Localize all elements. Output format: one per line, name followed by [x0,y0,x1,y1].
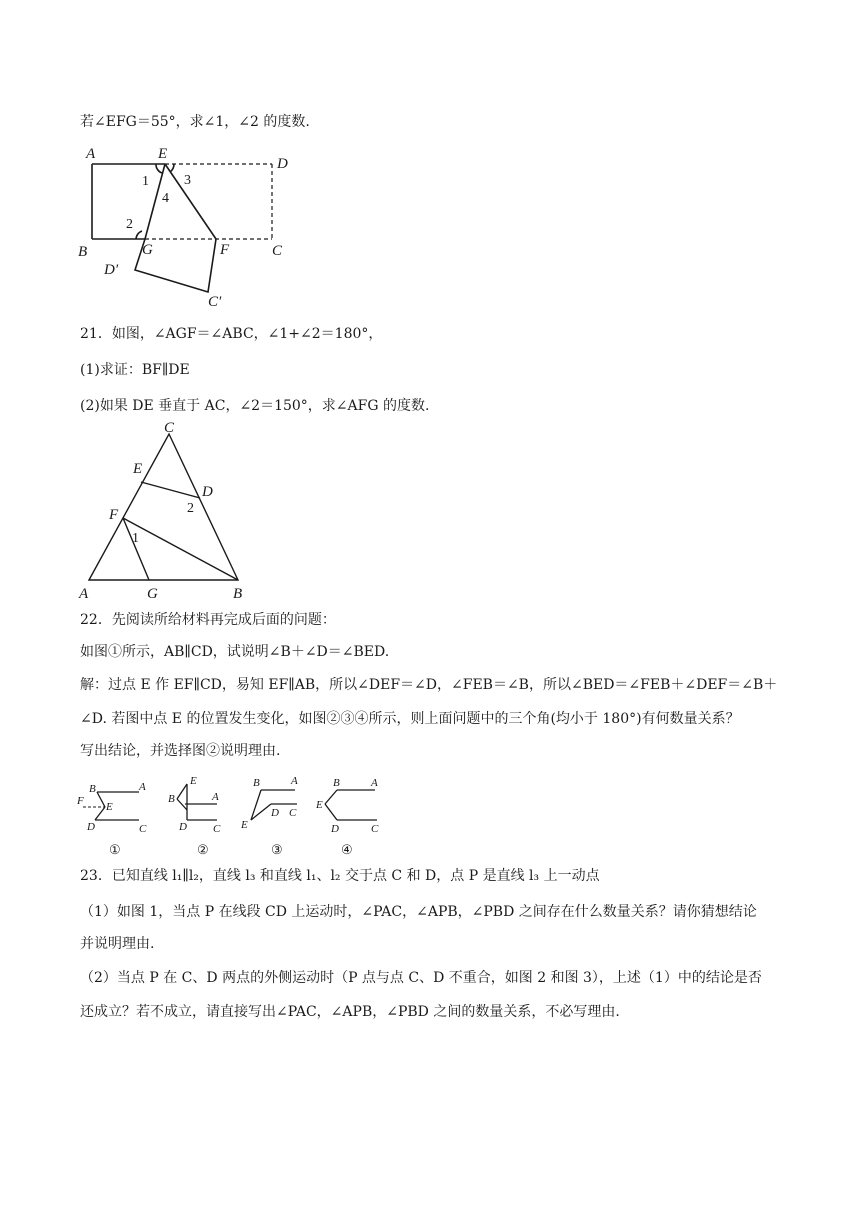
angle-1: 1 [142,174,149,189]
label-F: F [220,242,230,258]
q22-title: 22．先阅读所给材料再完成后面的问题： [80,612,336,628]
svg-text:D: D [331,823,339,835]
svg-text:B: B [253,777,260,789]
label-G: G [142,242,153,258]
svg-text:C: C [289,807,297,819]
label-E: E [133,461,143,477]
label-C: C [164,420,175,436]
label-F: F [109,507,119,523]
figure-q22-4 [315,777,379,857]
q20-condition: 若∠EFG＝55°，求∠1，∠2 的度数. [80,114,310,130]
svg-text:①: ① [109,842,121,857]
figure-q22-1 [76,781,147,857]
q23-part2b: 还成立？若不成立，请直接写出∠PAC，∠APB，∠PBD 之间的数量关系，不必写理由. [80,1004,620,1020]
q21-part1: (1)求证：BF∥DE [80,362,190,378]
svg-text:B: B [333,777,340,789]
angle-2: 2 [187,501,194,516]
q21-part2: (2)如果 DE 垂直于 AC，∠2＝150°，求∠AFG 的度数. [80,398,430,414]
q22-line4: 写出结论，并选择图②说明理由. [80,743,281,759]
svg-text:E: E [190,775,197,787]
label-D-prime: D′ [104,262,119,278]
figure-q22-3 [240,775,298,857]
svg-text:E: E [106,801,113,813]
label-C-prime: C′ [208,294,222,310]
svg-text:④: ④ [341,842,353,857]
label-A: A [79,586,89,602]
svg-text:D: D [87,821,95,833]
figure-q20 [70,142,310,312]
svg-text:C: C [371,823,379,835]
label-D: D [277,156,288,172]
svg-text:A: A [291,775,298,787]
svg-text:D: D [179,821,187,833]
svg-text:E: E [316,799,323,811]
svg-text:E: E [241,819,248,831]
svg-text:B: B [89,783,96,795]
angle-2: 2 [126,217,133,232]
label-G: G [147,586,158,602]
label-B: B [78,244,88,260]
angle-1: 1 [132,531,139,546]
svg-text:C: C [213,823,221,835]
label-D: D [202,484,213,500]
q23-part1a: （1）如图 1，当点 P 在线段 CD 上运动时，∠PAC，∠APB，∠PBD 之间存在什么数量关系？请你猜想结论 [80,904,757,920]
angle-4: 4 [162,191,169,206]
q22-line1: 如图①所示，AB∥CD，试说明∠B＋∠D＝∠BED. [80,644,390,660]
svg-text:②: ② [197,842,209,857]
q23-part2a: （2）当点 P 在 C、D 两点的外侧运动时（P 点与点 C、D 不重合，如图 2 和图 3），上述（1）中的结论是否 [80,970,762,986]
svg-text:A: A [139,781,146,793]
q23-part1b: 并说明理由. [80,936,155,952]
q22-line3: ∠D. 若图中点 E 的位置发生变化，如图②③④所示，则上面问题中的三个角(均小于 180°)有何数量关系？ [80,711,740,727]
svg-text:D: D [271,807,279,819]
angle-3: 3 [184,173,191,188]
figure-q22 [75,770,395,860]
label-C: C [272,243,283,259]
q23-title: 23．已知直线 l₁∥l₂，直线 l₃ 和直线 l₁、l₂ 交于点 C 和 D，点 P 是直线 l₃ 上一动点 [80,868,600,884]
label-A: A [86,146,96,162]
svg-text:A: A [371,777,378,789]
figure-q21 [75,418,265,603]
svg-text:A: A [212,791,219,803]
q22-line2: 解：过点 E 作 EF∥CD，易知 EF∥AB，所以∠DEF＝∠D，∠FEB＝∠B，所以∠BED＝∠FEB＋∠DEF＝∠B＋ [80,677,778,693]
svg-text:③: ③ [271,842,283,857]
svg-text:B: B [168,793,175,805]
q21-title: 21．如图，∠AGF＝∠ABC，∠1+∠2＝180°， [80,326,383,342]
svg-text:F: F [77,795,84,807]
figure-q22-2 [168,775,221,857]
label-E: E [158,146,168,162]
svg-text:C: C [139,823,147,835]
label-B: B [233,586,243,602]
